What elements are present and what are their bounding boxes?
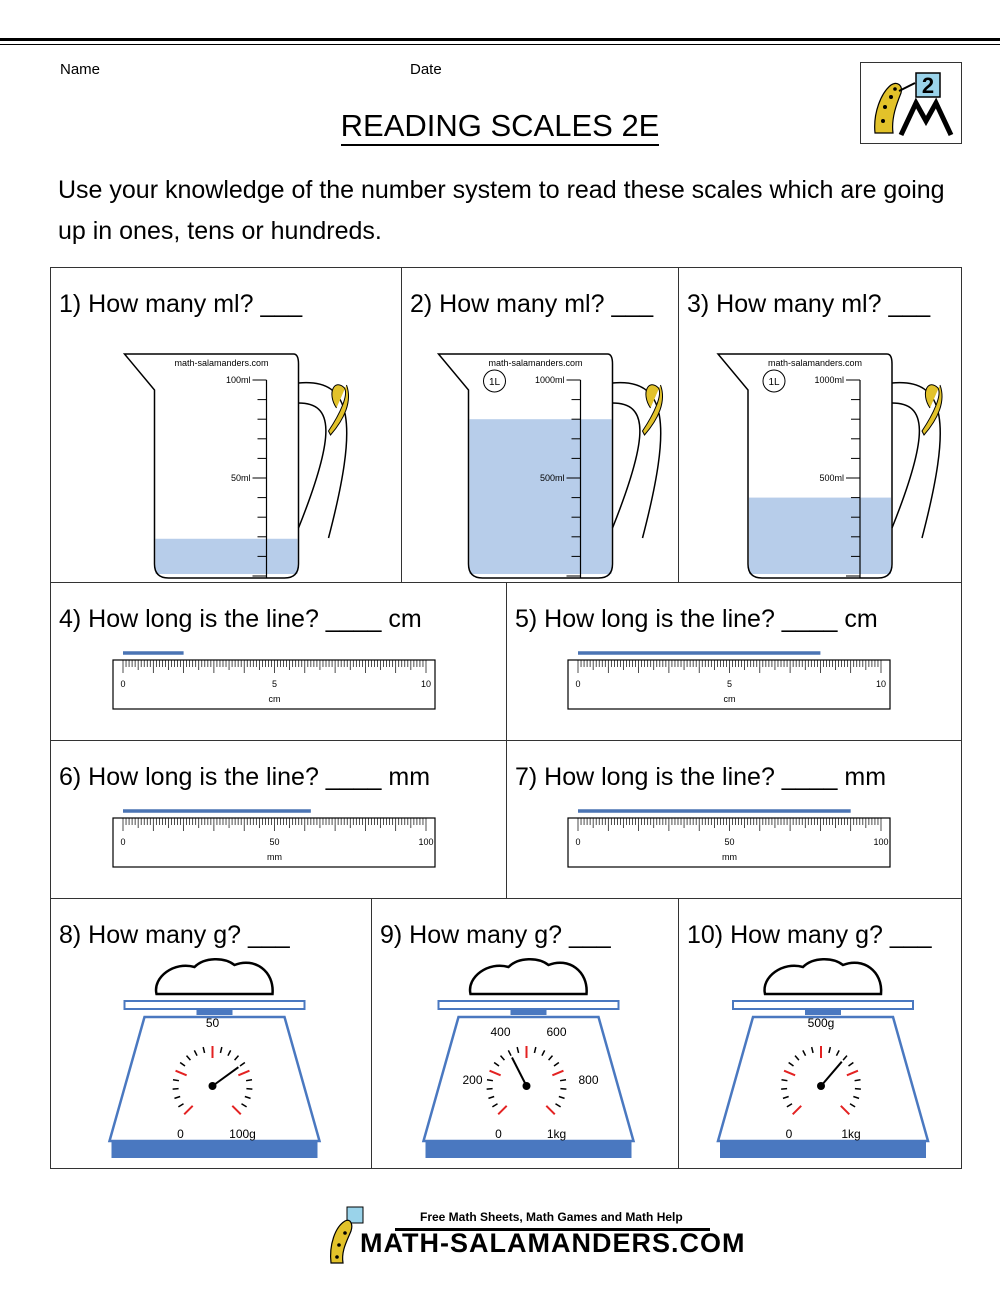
ruler-5 <box>507 583 961 741</box>
kitchen-scale-10 <box>679 899 961 1168</box>
question-2 <box>402 268 679 583</box>
question-5-text: 5) How long is the line? ____ cm <box>515 605 878 633</box>
question-10-text: 10) How many g? ___ <box>687 921 932 949</box>
jug-top-label: 100ml <box>225 375 251 385</box>
ruler-label: 0 <box>120 837 126 847</box>
jug-top-label: 1000ml <box>814 375 844 385</box>
ruler-label: 50 <box>269 837 280 847</box>
dial-hub <box>817 1082 825 1090</box>
question-9-text: 9) How many g? ___ <box>380 921 611 949</box>
footer-tagline: Free Math Sheets, Math Games and Math Help <box>420 1210 683 1224</box>
ruler-label: 5 <box>726 679 733 689</box>
dial-tick <box>781 1080 787 1081</box>
question-1-text: 1) How many ml? ___ <box>59 290 303 318</box>
question-2-text: 2) How many ml? ___ <box>410 290 654 318</box>
question-6-text: 6) How long is the line? ____ mm <box>59 763 431 791</box>
question-3 <box>679 268 961 583</box>
measuring-jug-2 <box>402 268 679 583</box>
jug-brand: math-salamanders.com <box>174 358 269 368</box>
food-item <box>765 959 882 994</box>
jug-top-label: 1000ml <box>534 375 565 385</box>
dial-label: 500g <box>807 1016 835 1030</box>
ruler-label: 10 <box>420 679 432 689</box>
ruler-7 <box>507 741 961 899</box>
jug-badge: 1L <box>488 377 501 388</box>
question-1 <box>51 268 402 583</box>
ruler-label: 5 <box>271 679 278 689</box>
question-4-text: 4) How long is the line? ____ cm <box>59 605 422 633</box>
salamander-icon <box>643 385 663 435</box>
salamander-icon <box>329 385 349 435</box>
question-8-text: 8) How many g? ___ <box>59 921 290 949</box>
dial-label: 0 <box>495 1127 502 1141</box>
name-label: Name <box>60 61 101 78</box>
question-grid <box>50 267 962 1169</box>
question-6 <box>51 741 507 899</box>
ruler-unit: cm <box>268 694 281 704</box>
food-item <box>470 959 587 994</box>
scale-neck <box>197 1009 233 1015</box>
dial-label: 1kg <box>841 1127 861 1141</box>
jug-liquid <box>470 419 612 574</box>
ruler-unit: mm <box>267 852 282 862</box>
dial-label: 800 <box>578 1073 599 1087</box>
ruler-label: 100 <box>873 837 889 847</box>
instructions: Use your knowledge of the number system to read these scales which are going up in ones, tens or hundreds. <box>58 176 945 245</box>
footer-salamander-icon <box>325 1205 365 1265</box>
ruler-label: 10 <box>875 679 887 689</box>
dial-tick <box>855 1080 861 1081</box>
question-10 <box>679 899 961 1168</box>
question-7 <box>507 741 961 899</box>
kitchen-scale-9 <box>372 899 679 1168</box>
dial-tick <box>246 1080 252 1081</box>
ruler-unit: mm <box>722 852 737 862</box>
ruler-label: 0 <box>575 679 581 689</box>
dial-tick <box>487 1080 493 1081</box>
salamander-icon <box>922 385 942 435</box>
question-3-text: 3) How many ml? ___ <box>687 290 931 318</box>
jug-mid-label: 500ml <box>539 473 565 483</box>
scale-body <box>424 1017 634 1141</box>
dial-label: 0 <box>785 1127 793 1141</box>
dial-tick <box>560 1080 566 1081</box>
date-label: Date <box>410 61 442 78</box>
ruler-label: 100 <box>418 837 434 847</box>
jug-badge: 1L <box>768 377 780 388</box>
question-8 <box>51 899 372 1168</box>
dial-hub <box>523 1082 531 1090</box>
jug-handle <box>299 383 347 538</box>
measuring-jug-1 <box>51 268 402 583</box>
question-7-text: 7) How long is the line? ____ mm <box>515 763 887 791</box>
jug-brand: math-salamanders.com <box>488 358 583 368</box>
worksheet-title: READING SCALES 2E <box>0 108 1000 144</box>
scale-body <box>110 1017 320 1141</box>
ruler-label: 50 <box>724 837 735 847</box>
top-rule <box>0 38 1000 41</box>
jug-handle <box>892 383 940 538</box>
scale-neck <box>511 1009 547 1015</box>
dial-label: 400 <box>490 1025 511 1039</box>
dial-label: 0 <box>177 1127 184 1141</box>
jug-handle <box>613 383 661 538</box>
jug-brand: math-salamanders.com <box>767 358 863 368</box>
scale-base <box>426 1142 632 1158</box>
top-rule-thin <box>0 44 1000 45</box>
dial-label: 50 <box>205 1016 220 1030</box>
question-9 <box>372 899 679 1168</box>
ruler-label: 0 <box>120 679 126 689</box>
dial-label: 100g <box>229 1127 256 1141</box>
scale-base <box>720 1142 926 1158</box>
jug-liquid <box>749 498 891 574</box>
dial-hub <box>209 1082 217 1090</box>
ruler-unit: cm <box>723 694 736 704</box>
ruler-label: 0 <box>575 837 581 847</box>
scale-base <box>112 1142 318 1158</box>
kitchen-scale-8 <box>51 899 372 1168</box>
measuring-jug-3 <box>679 268 961 583</box>
jug-liquid <box>156 539 298 574</box>
scale-pan <box>439 1001 619 1009</box>
question-5 <box>507 583 961 741</box>
footer-brand: MATH-SALAMANDERS.COM <box>360 1228 746 1258</box>
question-4 <box>51 583 507 741</box>
ruler-4 <box>51 583 507 741</box>
dial-label: 200 <box>462 1073 483 1087</box>
ruler-6 <box>51 741 507 899</box>
dial-label: 1kg <box>546 1127 567 1141</box>
jug-mid-label: 500ml <box>819 473 844 483</box>
food-item <box>156 959 273 994</box>
scale-neck <box>805 1009 841 1015</box>
scale-body <box>718 1017 928 1141</box>
scale-pan <box>733 1001 913 1009</box>
jug-mid-label: 50ml <box>230 473 251 483</box>
dial-label: 600 <box>546 1025 567 1039</box>
dial-tick <box>173 1080 179 1081</box>
grade-number: 2 <box>921 73 935 98</box>
scale-pan <box>125 1001 305 1009</box>
